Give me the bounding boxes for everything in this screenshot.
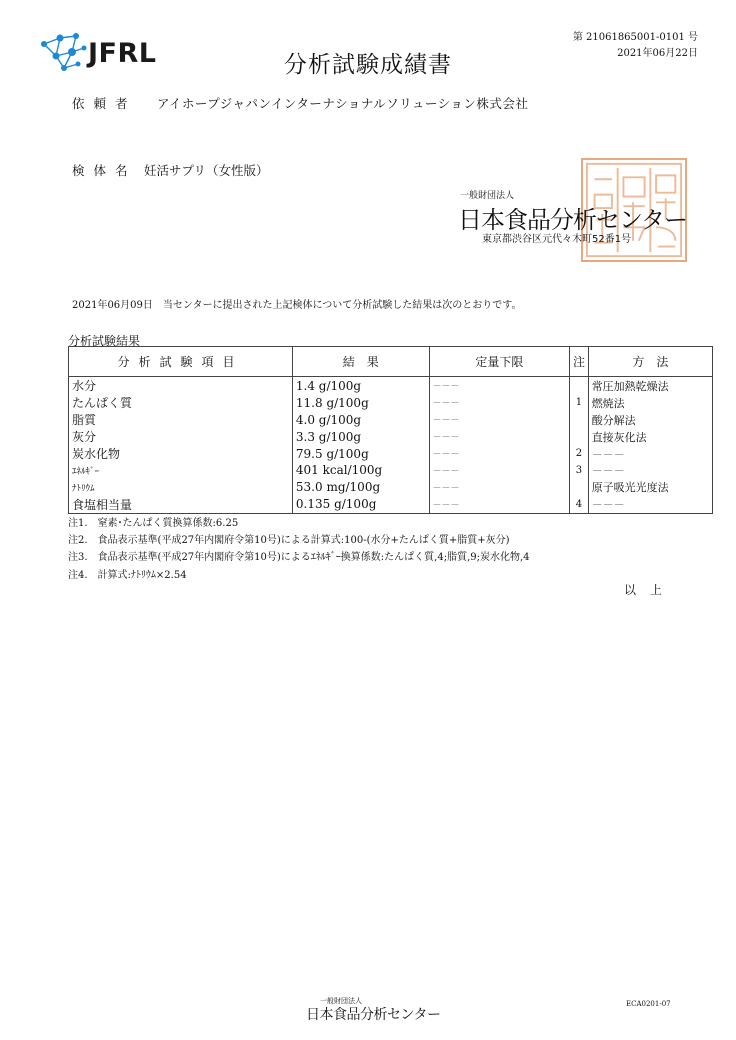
issuer-legal-form: 一般財団法人 <box>460 191 515 201</box>
result-cell: 401 kcal/100g <box>292 462 429 479</box>
document-number: 第 21061865001-0101 号 <box>572 32 698 43</box>
loq-cell: －－－ <box>429 479 570 496</box>
results-caption: 分析試験結果 <box>68 334 141 348</box>
table-row <box>69 445 713 462</box>
result-cell: 3.3 g/100g <box>292 428 429 445</box>
table-row <box>69 462 713 479</box>
note-cell: 1 <box>570 394 588 411</box>
item-cell: 脂質 <box>69 411 293 428</box>
method-cell: 燃焼法 <box>588 394 712 411</box>
note-cell: 2 <box>570 445 588 462</box>
header-result: 結 果 <box>292 347 429 377</box>
logo-wordmark: JFRL <box>88 38 157 69</box>
result-cell: 11.8 g/100g <box>292 394 429 411</box>
loq-cell: －－－ <box>429 411 570 428</box>
header-loq: 定量下限 <box>429 347 570 377</box>
table-row <box>69 479 713 496</box>
method-cell: －－－ <box>588 496 712 514</box>
note-cell: 3 <box>570 462 588 479</box>
note-cell <box>570 479 588 496</box>
item-cell: たんぱく質 <box>69 394 293 411</box>
header-item: 分析試験項目 <box>69 347 293 377</box>
results-table <box>68 346 713 514</box>
method-cell: 常圧加熱乾燥法 <box>588 377 712 395</box>
header-method: 方 法 <box>588 347 712 377</box>
loq-cell: －－－ <box>429 445 570 462</box>
table-row <box>69 496 713 514</box>
loq-cell: －－－ <box>429 394 570 411</box>
intro-statement: 2021年06月09日 当センターに提出された上記検体について分析試験した結果は次のとおりです。 <box>72 300 522 311</box>
result-cell: 79.5 g/100g <box>292 445 429 462</box>
sample-label: 検体名 <box>72 163 137 178</box>
form-code: ECA0201-07 <box>626 1000 671 1008</box>
loq-cell: －－－ <box>429 428 570 445</box>
issuer-name: 日本食品分析センター <box>458 206 688 234</box>
method-cell: 直接灰化法 <box>588 428 712 445</box>
result-cell: 1.4 g/100g <box>292 377 429 395</box>
header-note: 注 <box>570 347 588 377</box>
method-cell: －－－ <box>588 445 712 462</box>
note-cell <box>570 428 588 445</box>
note-cell <box>570 411 588 428</box>
footnote-1: 注1. 窒素･たんぱく質換算係数:6.25 <box>68 518 239 529</box>
client-label: 依頼者 <box>72 96 137 111</box>
result-cell: 53.0 mg/100g <box>292 479 429 496</box>
table-header-row <box>69 347 713 377</box>
method-cell: 酸分解法 <box>588 411 712 428</box>
item-cell: 食塩相当量 <box>69 496 293 514</box>
page-title: 分析試験成績書 <box>284 52 452 78</box>
note-cell: 4 <box>570 496 588 514</box>
item-cell: ｴﾈﾙｷﾞｰ <box>69 462 293 479</box>
footnote-2: 注2. 食品表示基準(平成27年内閣府令第10号)による計算式:100-(水分+たんぱく質+脂質+灰分) <box>68 535 510 546</box>
item-cell: ﾅﾄﾘｳﾑ <box>69 479 293 496</box>
footer-org-name: 日本食品分析センター <box>306 1007 441 1023</box>
method-cell: 原子吸光光度法 <box>588 479 712 496</box>
issuer-address: 東京都渋谷区元代々木町52番1号 <box>482 234 632 245</box>
table-row <box>69 428 713 445</box>
footnote-4: 注4. 計算式:ﾅﾄﾘｳﾑ×2.54 <box>68 570 187 581</box>
loq-cell: －－－ <box>429 462 570 479</box>
issue-date: 2021年06月22日 <box>617 48 698 59</box>
closing-mark: 以上 <box>624 583 677 597</box>
loq-cell: －－－ <box>429 496 570 514</box>
item-cell: 炭水化物 <box>69 445 293 462</box>
item-cell: 水分 <box>69 377 293 395</box>
method-cell: －－－ <box>588 462 712 479</box>
table-row <box>69 377 713 395</box>
result-cell: 0.135 g/100g <box>292 496 429 514</box>
footer-legal-form: 一般財団法人 <box>320 997 362 1005</box>
item-cell: 灰分 <box>69 428 293 445</box>
sample-name: 妊活サプリ（女性版） <box>144 163 269 178</box>
client-name: アイホープジャパンインターナショナルソリューション株式会社 <box>157 96 529 111</box>
note-cell <box>570 377 588 395</box>
result-cell: 4.0 g/100g <box>292 411 429 428</box>
table-row <box>69 394 713 411</box>
loq-cell: －－－ <box>429 377 570 395</box>
table-row <box>69 411 713 428</box>
footnote-3: 注3. 食品表示基準(平成27年内閣府令第10号)によるｴﾈﾙｷﾞｰ換算係数:たんぱく質,4;脂質,9;炭水化物,4 <box>68 552 530 563</box>
